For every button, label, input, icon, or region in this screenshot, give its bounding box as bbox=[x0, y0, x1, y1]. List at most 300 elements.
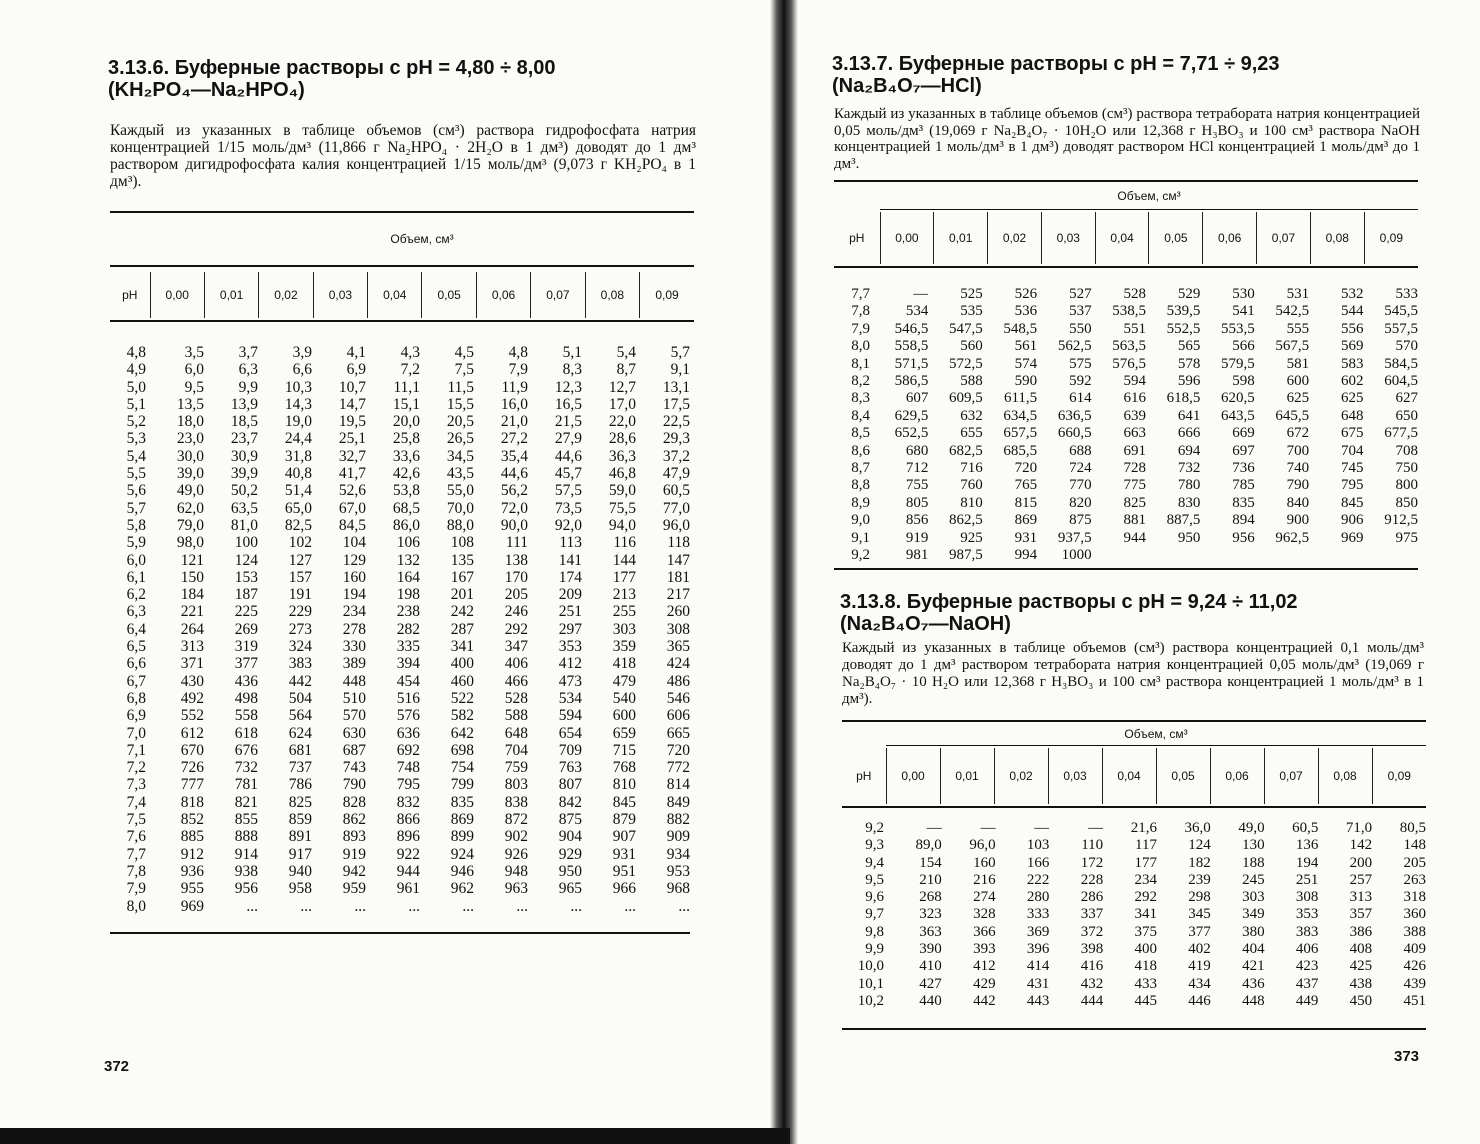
table-cell: 319 bbox=[234, 638, 258, 656]
table-cell: 313 bbox=[1349, 889, 1373, 906]
table-cell: 525 bbox=[960, 286, 983, 302]
table-cell: 386 bbox=[1349, 923, 1373, 940]
table-cell: 466 bbox=[504, 672, 528, 690]
table-cell: 77,0 bbox=[662, 499, 690, 517]
column-header-0-03: 0,03 bbox=[1041, 212, 1095, 264]
table-cell: 268 bbox=[919, 889, 942, 906]
row-ph-value: 6,5 bbox=[126, 638, 146, 656]
column-header-0-01: 0,01 bbox=[204, 272, 258, 318]
table-cell: 579,5 bbox=[1220, 355, 1255, 372]
table-cell: 36,0 bbox=[1184, 820, 1211, 836]
table-row bbox=[110, 552, 690, 569]
table-cell: 390 bbox=[919, 941, 942, 958]
table-cell: 90,0 bbox=[500, 516, 528, 534]
table-cell: 672 bbox=[1286, 425, 1310, 442]
table-cell: 5,7 bbox=[670, 344, 690, 361]
table-cell: 704 bbox=[1341, 442, 1364, 459]
table-cell: 832 bbox=[396, 793, 420, 811]
table-cell: 473 bbox=[558, 672, 582, 690]
table-cell: 7,5 bbox=[454, 361, 474, 379]
table-cell: 561 bbox=[1014, 338, 1038, 355]
table-cell: 129 bbox=[342, 551, 366, 569]
table-cell: 130 bbox=[1242, 837, 1265, 854]
table-cell: 188 bbox=[1242, 854, 1265, 871]
table-cell: 946 bbox=[450, 862, 474, 880]
table-cell bbox=[1200, 547, 1254, 564]
row-ph-value: 6,0 bbox=[126, 551, 146, 569]
table-cell: 688 bbox=[1069, 442, 1092, 459]
table-cell: 609,5 bbox=[949, 390, 983, 407]
page-number-left: 372 bbox=[104, 1058, 130, 1075]
table-cell: 810 bbox=[960, 494, 983, 511]
table-row bbox=[110, 725, 690, 742]
table-row bbox=[834, 408, 1418, 425]
table-cell: 825 bbox=[288, 793, 312, 811]
table-cell: 527 bbox=[1069, 286, 1092, 302]
table-cell: 427 bbox=[919, 975, 942, 992]
row-ph-value: 7,0 bbox=[126, 724, 146, 742]
table-cell: 600 bbox=[612, 707, 636, 725]
table-cell: 575 bbox=[1069, 355, 1092, 372]
table-row bbox=[842, 837, 1426, 854]
table-cell: 106 bbox=[396, 534, 420, 552]
column-header-0-09: 0,09 bbox=[640, 272, 694, 318]
table-b-header-bottom-rule bbox=[842, 806, 1426, 808]
table-cell: 4,1 bbox=[346, 344, 366, 361]
column-header-0-07: 0,07 bbox=[1257, 212, 1311, 264]
table-cell: 37,2 bbox=[662, 447, 690, 465]
table-cell: 234 bbox=[1134, 871, 1157, 888]
table-cell: 645,5 bbox=[1275, 407, 1310, 424]
table-cell: 556 bbox=[1341, 320, 1364, 337]
table-cell: 956 bbox=[234, 880, 258, 898]
table-cell: 242 bbox=[450, 603, 474, 621]
table-cell: 217 bbox=[666, 586, 690, 604]
table-cell: 12,7 bbox=[608, 378, 636, 396]
table-cell: 6,9 bbox=[346, 361, 366, 379]
table-row bbox=[842, 872, 1426, 889]
table-cell: 636,5 bbox=[1057, 407, 1092, 424]
table-cell: 534 bbox=[905, 303, 929, 320]
table-cell: 389 bbox=[342, 655, 366, 673]
table-b-top-rule bbox=[842, 720, 1426, 722]
table-row bbox=[110, 707, 690, 724]
table-cell: 9,5 bbox=[184, 378, 204, 396]
table-cell: 111 bbox=[505, 534, 528, 552]
table-cell: 720 bbox=[1014, 460, 1038, 477]
row-ph-value: 7,3 bbox=[126, 776, 146, 794]
row-ph-value: 6,4 bbox=[126, 620, 146, 638]
column-header-row bbox=[110, 272, 694, 318]
table-cell: 814 bbox=[666, 776, 690, 794]
table-cell: 363 bbox=[919, 923, 942, 940]
table-row bbox=[834, 547, 1418, 564]
table-cell: 380 bbox=[1242, 923, 1265, 940]
table-cell: 630 bbox=[342, 724, 366, 742]
table-cell: 282 bbox=[396, 620, 420, 638]
table-cell: 607 bbox=[905, 390, 929, 407]
table-cell: 692 bbox=[396, 741, 420, 759]
table-cell: 760 bbox=[960, 477, 983, 494]
table-cell: 353 bbox=[1295, 906, 1319, 923]
table-cell: 545,5 bbox=[1384, 303, 1418, 320]
table-cell: 438 bbox=[1349, 975, 1373, 992]
table-cell: 875 bbox=[558, 811, 582, 829]
table-cell: 959 bbox=[342, 880, 366, 898]
table-cell: 687 bbox=[342, 741, 366, 759]
table-cell: 510 bbox=[342, 689, 366, 707]
table-cell: 655 bbox=[960, 425, 983, 442]
table-cell: 538,5 bbox=[1112, 303, 1146, 320]
table-cell: 15,1 bbox=[392, 395, 420, 413]
table-cell: 402 bbox=[1188, 941, 1211, 958]
table-cell: 596 bbox=[1177, 373, 1201, 390]
table-cell: 388 bbox=[1403, 923, 1426, 940]
table-cell: 124 bbox=[1188, 837, 1211, 854]
table-cell: 79,0 bbox=[176, 516, 204, 534]
table-cell: 528 bbox=[1123, 286, 1146, 302]
table-cell: 216 bbox=[973, 871, 996, 888]
table-cell: 450 bbox=[1349, 992, 1373, 1009]
table-row bbox=[110, 811, 690, 828]
table-cell: 7,2 bbox=[400, 361, 420, 379]
table-cell: 442 bbox=[973, 992, 996, 1009]
table-cell: 160 bbox=[342, 568, 366, 586]
table-cell: 71,0 bbox=[1345, 820, 1373, 836]
table-cell: 318 bbox=[1403, 889, 1426, 906]
table-row bbox=[110, 465, 690, 482]
table-cell: 444 bbox=[1080, 992, 1104, 1009]
table-cell: 153 bbox=[234, 568, 258, 586]
table-cell: 100 bbox=[234, 534, 258, 552]
table-cell: 443 bbox=[1026, 992, 1050, 1009]
table-cell: 950 bbox=[558, 862, 582, 880]
table-cell: 205 bbox=[504, 586, 528, 604]
borate-naoh-buffer-table bbox=[842, 820, 1426, 1010]
table-cell: 750 bbox=[1395, 460, 1418, 477]
table-cell: 303 bbox=[612, 620, 636, 638]
table-cell: 433 bbox=[1134, 975, 1157, 992]
table-cell: ... bbox=[300, 897, 312, 915]
table-cell: 618 bbox=[234, 724, 258, 742]
table-cell: 565 bbox=[1177, 338, 1201, 355]
section-subtitle-3-13-8: (Na₂B₄O₇—NaOH) bbox=[840, 613, 1011, 635]
column-header-0-04: 0,04 bbox=[1095, 212, 1149, 264]
table-cell: 938 bbox=[234, 862, 258, 880]
table-cell: 820 bbox=[1069, 494, 1092, 511]
table-cell: 414 bbox=[1026, 958, 1050, 975]
table-cell: 720 bbox=[666, 741, 690, 759]
table-cell: 616 bbox=[1123, 390, 1146, 407]
table-cell: 442 bbox=[288, 672, 312, 690]
row-ph-value: 7,9 bbox=[126, 880, 146, 898]
table-row bbox=[834, 303, 1418, 320]
table-cell: 743 bbox=[342, 759, 366, 777]
table-cell: — bbox=[1034, 820, 1050, 836]
table-cell: 68,5 bbox=[392, 499, 420, 517]
table-cell: 6,3 bbox=[238, 361, 258, 379]
row-ph-value: 9,8 bbox=[865, 923, 884, 940]
table-cell: 60,5 bbox=[1292, 820, 1319, 836]
table-cell: 255 bbox=[612, 603, 636, 621]
table-cell: 406 bbox=[504, 655, 528, 673]
table-cell: 172 bbox=[1080, 854, 1104, 871]
row-ph-value: 9,3 bbox=[865, 837, 884, 854]
table-row bbox=[842, 889, 1426, 906]
table-cell: 754 bbox=[450, 759, 474, 777]
column-header-0-04: 0,04 bbox=[368, 272, 422, 318]
table-row bbox=[842, 855, 1426, 872]
table-cell: 11,9 bbox=[501, 378, 528, 396]
row-ph-value: 8,3 bbox=[851, 390, 870, 407]
row-ph-value: 6,6 bbox=[126, 655, 146, 673]
table-cell: 3,7 bbox=[238, 344, 258, 361]
table-cell: 955 bbox=[180, 880, 204, 898]
table-row bbox=[834, 338, 1418, 355]
table-cell: 49,0 bbox=[1238, 820, 1265, 836]
table-cell: 548,5 bbox=[1003, 320, 1038, 337]
table-cell: 547,5 bbox=[949, 320, 983, 337]
table-cell: 142 bbox=[1349, 837, 1373, 854]
table-cell: 682,5 bbox=[949, 442, 983, 459]
table-cell: 636 bbox=[396, 724, 420, 742]
table-row bbox=[834, 390, 1418, 407]
table-cell: 194 bbox=[342, 586, 366, 604]
row-ph-value: 7,6 bbox=[126, 828, 146, 846]
table-cell: 431 bbox=[1026, 975, 1050, 992]
table-cell: 862,5 bbox=[949, 512, 983, 529]
table-cell: 449 bbox=[1295, 992, 1319, 1009]
table-cell: 246 bbox=[504, 603, 528, 621]
table-cell: 716 bbox=[960, 460, 983, 477]
table-cell: 715 bbox=[612, 741, 636, 759]
table-cell: 377 bbox=[234, 655, 258, 673]
table-row bbox=[110, 534, 690, 551]
table-row bbox=[110, 430, 690, 447]
table-cell: 50,2 bbox=[230, 482, 258, 500]
table-cell: 618,5 bbox=[1166, 390, 1201, 407]
table-cell: 410 bbox=[919, 958, 942, 975]
table-cell: 634,5 bbox=[1003, 407, 1038, 424]
table-cell: 881 bbox=[1123, 512, 1146, 529]
table-cell: 21,5 bbox=[554, 413, 582, 431]
table-cell: 26,5 bbox=[446, 430, 474, 448]
table-cell: 273 bbox=[288, 620, 312, 638]
table-cell: 3,9 bbox=[292, 344, 312, 361]
table-cell: 108 bbox=[450, 534, 474, 552]
table-cell: 39,9 bbox=[230, 465, 258, 483]
table-b-bottom-rule bbox=[842, 1028, 1426, 1030]
table-cell: 900 bbox=[1286, 512, 1310, 529]
table-cell: 800 bbox=[1395, 477, 1418, 494]
table-cell: 127 bbox=[288, 551, 312, 569]
table-cell: 526 bbox=[1014, 286, 1038, 302]
table-cell: 424 bbox=[666, 655, 690, 673]
table-cell: 23,7 bbox=[230, 430, 258, 448]
table-cell: 96,0 bbox=[662, 516, 690, 534]
row-ph-value: 7,4 bbox=[126, 793, 146, 811]
table-cell: 103 bbox=[1026, 837, 1050, 854]
table-top-rule bbox=[110, 211, 694, 213]
table-cell: 421 bbox=[1242, 958, 1265, 975]
table-cell: 308 bbox=[666, 620, 690, 638]
table-cell: 154 bbox=[919, 854, 942, 871]
table-cell: 201 bbox=[450, 586, 474, 604]
table-cell: 732 bbox=[234, 759, 258, 777]
table-cell: 572,5 bbox=[949, 355, 983, 372]
table-cell: 251 bbox=[1295, 871, 1319, 888]
section-subtitle-3-13-7: (Na₂B₄O₇—HCl) bbox=[832, 75, 982, 97]
table-cell: 375 bbox=[1134, 923, 1157, 940]
table-cell: 781 bbox=[234, 776, 258, 794]
table-cell: 534 bbox=[558, 689, 582, 707]
table-cell: 53,8 bbox=[392, 482, 420, 500]
table-cell: 423 bbox=[1295, 958, 1319, 975]
table-cell: 700 bbox=[1286, 442, 1310, 459]
table-cell: 643,5 bbox=[1220, 407, 1255, 424]
row-ph-value: 10,1 bbox=[857, 975, 884, 992]
table-cell: 260 bbox=[666, 603, 690, 621]
table-cell: 432 bbox=[1080, 975, 1104, 992]
table-cell: 963 bbox=[504, 880, 528, 898]
table-cell: 936 bbox=[180, 862, 204, 880]
table-cell: 157 bbox=[288, 568, 312, 586]
table-cell: 110 bbox=[1081, 837, 1104, 854]
row-ph-value: 8,4 bbox=[851, 407, 870, 424]
table-cell: 560 bbox=[960, 338, 983, 355]
table-cell: 286 bbox=[1080, 889, 1104, 906]
column-header-0-02: 0,02 bbox=[988, 212, 1042, 264]
table-cell: 965 bbox=[558, 880, 582, 898]
table-cell: 14,3 bbox=[284, 395, 312, 413]
table-cell: 504 bbox=[288, 689, 312, 707]
table-cell: 13,5 bbox=[176, 395, 204, 413]
column-header-0-07: 0,07 bbox=[1264, 748, 1318, 804]
table-a-column-header-row bbox=[834, 212, 1418, 264]
table-cell: 724 bbox=[1069, 460, 1092, 477]
table-cell: ... bbox=[516, 897, 528, 915]
row-ph-value: 9,2 bbox=[865, 820, 884, 836]
column-header-ph: pH bbox=[849, 231, 865, 245]
table-row bbox=[834, 443, 1418, 460]
row-ph-value: 10,2 bbox=[857, 992, 884, 1009]
table-row bbox=[842, 993, 1426, 1010]
table-cell: 333 bbox=[1026, 906, 1050, 923]
table-cell: 528 bbox=[504, 689, 528, 707]
table-cell: 280 bbox=[1026, 889, 1050, 906]
table-cell: 400 bbox=[450, 655, 474, 673]
table-cell: 371 bbox=[180, 655, 204, 673]
table-cell: 18,0 bbox=[176, 413, 204, 431]
table-cell: 956 bbox=[1232, 529, 1255, 546]
table-cell: 121 bbox=[180, 551, 204, 569]
table-row bbox=[842, 958, 1426, 975]
table-cell: 6,6 bbox=[292, 361, 312, 379]
row-ph-value: 8,7 bbox=[851, 460, 870, 477]
table-row bbox=[834, 373, 1418, 390]
column-header-ph: pH bbox=[122, 288, 138, 302]
table-cell: 835 bbox=[450, 793, 474, 811]
table-cell: 845 bbox=[612, 793, 636, 811]
table-cell: 532 bbox=[1341, 286, 1364, 302]
table-cell: 866 bbox=[396, 811, 420, 829]
table-cell: 581 bbox=[1286, 355, 1310, 372]
table-cell: 40,8 bbox=[284, 465, 312, 483]
table-cell: 8,3 bbox=[562, 361, 582, 379]
table-cell: 6,0 bbox=[184, 361, 204, 379]
table-cell: 16,5 bbox=[554, 395, 582, 413]
table-cell: 25,8 bbox=[392, 430, 420, 448]
table-cell: 962,5 bbox=[1275, 529, 1310, 546]
table-cell: 926 bbox=[504, 845, 528, 863]
table-cell: 181 bbox=[666, 568, 690, 586]
table-cell: 780 bbox=[1177, 477, 1201, 494]
table-cell: 862 bbox=[342, 811, 366, 829]
table-cell: 544 bbox=[1341, 303, 1364, 320]
table-cell: 132 bbox=[396, 551, 420, 569]
table-cell: 919 bbox=[342, 845, 366, 863]
table-cell: 840 bbox=[1286, 494, 1310, 511]
table-cell: 887,5 bbox=[1166, 512, 1201, 529]
table-cell: 855 bbox=[234, 811, 258, 829]
column-header-0-03: 0,03 bbox=[1048, 748, 1102, 804]
table-cell: 3,5 bbox=[184, 344, 204, 361]
row-ph-value: 5,4 bbox=[126, 447, 146, 465]
table-cell: 239 bbox=[1188, 871, 1211, 888]
table-cell: 89,0 bbox=[915, 837, 942, 854]
table-cell: 818 bbox=[180, 793, 204, 811]
table-cell: 448 bbox=[1242, 992, 1265, 1009]
table-cell: 46,8 bbox=[608, 465, 636, 483]
table-cell: 550 bbox=[1069, 320, 1092, 337]
row-ph-value: 4,9 bbox=[126, 361, 146, 379]
table-cell: 409 bbox=[1403, 941, 1426, 958]
section-description-3-13-6: Каждый из указанных в таблице объемов (см³) раствора гидрофосфата натрия концентрацией 1/15 моль/дм³ (11,866 г Na₂HPO₄ · 2H₂O в 1 дм³) доводят до 1 дм³ раствором дигидрофосфата калия концентрацией 1/15 моль/дм³ (9,073 г KH₂PO₄ в 1 дм³). bbox=[110, 122, 696, 190]
table-cell: 516 bbox=[396, 689, 420, 707]
table-cell: ... bbox=[246, 897, 258, 915]
table-cell: 22,0 bbox=[608, 413, 636, 431]
column-header-0-05: 0,05 bbox=[422, 272, 476, 318]
table-cell: 551 bbox=[1123, 320, 1146, 337]
table-row bbox=[110, 880, 690, 897]
table-cell: 586,5 bbox=[894, 373, 929, 390]
table-cell: 968 bbox=[666, 880, 690, 898]
table-row bbox=[110, 776, 690, 793]
table-cell: 210 bbox=[919, 871, 942, 888]
table-cell: 576 bbox=[396, 707, 420, 725]
column-header-0-01: 0,01 bbox=[940, 748, 994, 804]
table-row bbox=[110, 898, 690, 915]
table-cell: 558 bbox=[234, 707, 258, 725]
table-cell: 612 bbox=[180, 724, 204, 742]
table-cell: 859 bbox=[288, 811, 312, 829]
table-cell: 56,2 bbox=[500, 482, 528, 500]
table-cell: 588 bbox=[960, 373, 983, 390]
right-page bbox=[788, 0, 1480, 1144]
table-cell: 904 bbox=[558, 828, 582, 846]
table-cell: 498 bbox=[234, 689, 258, 707]
table-cell: 357 bbox=[1349, 906, 1373, 923]
table-cell: 606 bbox=[666, 707, 690, 725]
table-cell: 430 bbox=[180, 672, 204, 690]
table-cell: 632 bbox=[960, 407, 983, 424]
table-cell: 41,7 bbox=[338, 465, 366, 483]
table-row bbox=[110, 638, 690, 655]
table-cell: 209 bbox=[558, 586, 582, 604]
table-cell: 969 bbox=[1341, 529, 1364, 546]
table-cell: 530 bbox=[1232, 286, 1255, 302]
table-cell: 360 bbox=[1403, 906, 1426, 923]
